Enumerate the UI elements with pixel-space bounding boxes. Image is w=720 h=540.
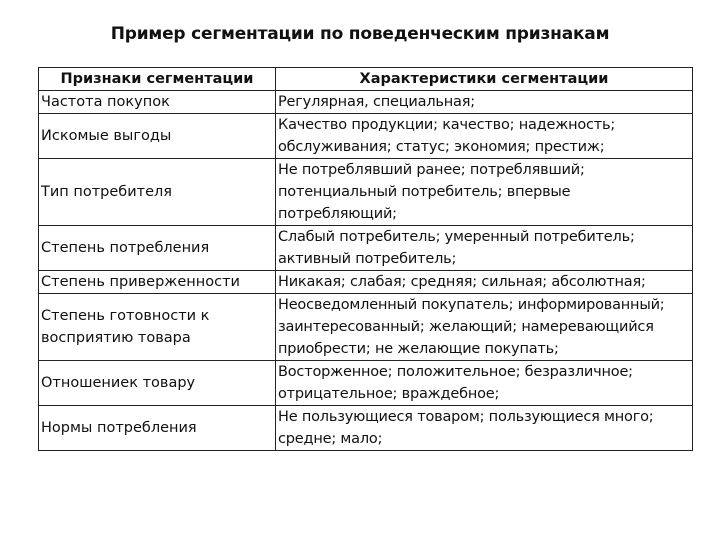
column-header-criteria: Признаки сегментации <box>39 68 276 91</box>
table-row <box>39 294 693 361</box>
criterion-cell: Степень потребления <box>39 226 276 271</box>
column-header-characteristics: Характеристики сегментации <box>276 68 693 91</box>
characteristics-cell: Регулярная, специальная; <box>276 91 693 114</box>
characteristics-cell: Никакая; слабая; средняя; сильная; абсолютная; <box>276 271 693 294</box>
characteristics-cell: Не пользующиеся товаром; пользующиеся много; средне; мало; <box>276 406 693 451</box>
table-header-row <box>39 68 693 91</box>
characteristics-cell: Не потреблявший ранее; потреблявший; потенциальный потребитель; впервые потребляющий; <box>276 159 693 226</box>
table-row <box>39 406 693 451</box>
characteristics-cell: Неосведомленный покупатель; информированный; заинтересованный; желающий; намеревающийся приобрести; не желающие покупать; <box>276 294 693 361</box>
table-row <box>39 159 693 226</box>
table-row <box>39 361 693 406</box>
criterion-cell: Отношениек товару <box>39 361 276 406</box>
criterion-cell: Степень готовности к восприятию товара <box>39 294 276 361</box>
table-row <box>39 91 693 114</box>
characteristics-cell: Восторженное; положительное; безразличное; отрицательное; враждебное; <box>276 361 693 406</box>
page-title: Пример сегментации по поведенческим признакам <box>110 24 610 44</box>
characteristics-cell: Слабый потребитель; умеренный потребитель; активный потребитель; <box>276 226 693 271</box>
table-row <box>39 226 693 271</box>
criterion-cell: Нормы потребления <box>39 406 276 451</box>
criterion-cell: Тип потребителя <box>39 159 276 226</box>
segmentation-table <box>38 67 693 451</box>
criterion-cell: Степень приверженности <box>39 271 276 294</box>
table-row <box>39 271 693 294</box>
criterion-cell: Частота покупок <box>39 91 276 114</box>
table-row <box>39 114 693 159</box>
criterion-cell: Искомые выгоды <box>39 114 276 159</box>
characteristics-cell: Качество продукции; качество; надежность; обслуживания; статус; экономия; престиж; <box>276 114 693 159</box>
